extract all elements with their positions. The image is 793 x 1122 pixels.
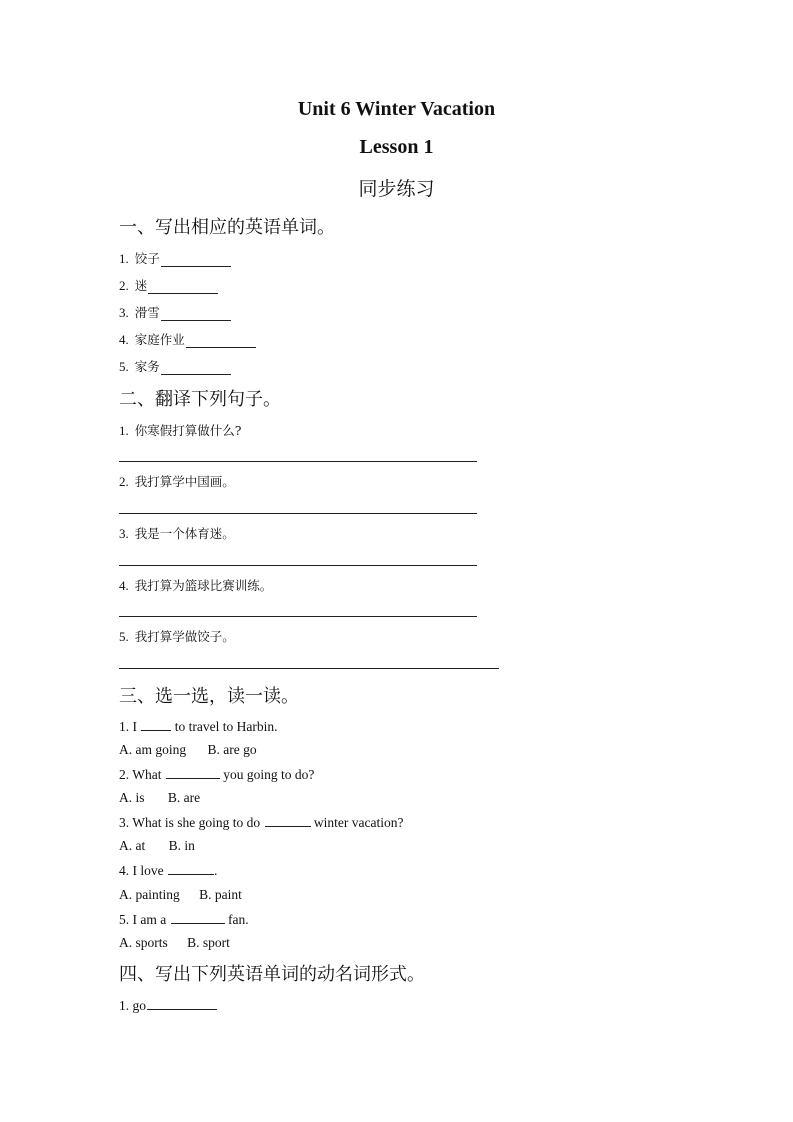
question-text: winter vacation?: [313, 815, 404, 830]
question-text: 4. I love: [119, 863, 164, 878]
answer-blank[interactable]: [166, 766, 220, 779]
item-text: 我打算学中国画。: [134, 474, 235, 489]
section-1-item: [119, 276, 218, 294]
section-2-item: [119, 627, 235, 645]
option-a[interactable]: A. painting: [119, 887, 180, 902]
answer-line[interactable]: [119, 461, 477, 462]
page-title: Unit 6 Winter Vacation: [297, 98, 496, 120]
question-text: .: [214, 863, 218, 878]
question: [119, 862, 217, 879]
question-text: fan.: [227, 912, 249, 927]
item-number: 5.: [119, 629, 129, 644]
question: [119, 718, 277, 735]
item-text: 我打算学做饺子。: [134, 629, 235, 644]
item-number: 1.: [119, 251, 129, 266]
item-number: 3.: [119, 305, 129, 320]
item-number: 3.: [119, 526, 129, 541]
options-row: [119, 742, 257, 758]
option-b[interactable]: B. sport: [187, 935, 230, 950]
answer-blank[interactable]: [148, 281, 218, 294]
section-1-item: [119, 303, 231, 321]
item-number: 4.: [119, 578, 129, 593]
item-text: 我打算为篮球比赛训练。: [134, 578, 273, 593]
question: [119, 766, 314, 783]
option-a[interactable]: A. is: [119, 790, 145, 805]
answer-blank[interactable]: [171, 911, 225, 924]
item-number: 4.: [119, 332, 129, 347]
question: [119, 814, 403, 831]
item-number: 5.: [119, 359, 129, 374]
option-b[interactable]: B. in: [168, 838, 195, 853]
section-1-item: [119, 330, 256, 348]
answer-blank[interactable]: [265, 814, 311, 827]
section-4-item: [119, 997, 217, 1014]
section-2-item: [119, 421, 241, 439]
lesson-title: Lesson 1: [359, 136, 434, 158]
item-text: 饺子: [134, 251, 160, 266]
answer-blank[interactable]: [141, 718, 171, 731]
option-b[interactable]: B. are go: [207, 742, 257, 757]
section-2-item: [119, 524, 235, 542]
option-a[interactable]: A. sports: [119, 935, 168, 950]
question-text: to travel to Harbin.: [174, 719, 278, 734]
answer-blank[interactable]: [161, 254, 231, 267]
section-4-heading: 四、写出下列英语单词的动名词形式。: [119, 964, 425, 985]
item-text: 家庭作业: [134, 332, 185, 347]
item-text: 我是一个体育迷。: [134, 526, 235, 541]
options-row: [119, 935, 230, 951]
answer-line[interactable]: [119, 513, 477, 514]
item-text: 滑雪: [134, 305, 160, 320]
item-number: 2.: [119, 474, 129, 489]
question-text: 3. What is she going to do: [119, 815, 261, 830]
section-2-item: [119, 472, 235, 490]
answer-blank[interactable]: [168, 862, 214, 875]
section-2-item: [119, 576, 272, 594]
options-row: [119, 887, 242, 903]
question-text: 1. I: [119, 719, 137, 734]
item-number: 1.: [119, 423, 129, 438]
question-text: you going to do?: [223, 767, 315, 782]
option-b[interactable]: B. paint: [199, 887, 242, 902]
answer-blank[interactable]: [161, 308, 231, 321]
section-1-heading: 一、写出相应的英语单词。: [119, 217, 335, 238]
option-a[interactable]: A. am going: [119, 742, 187, 757]
section-1-item: [119, 357, 231, 375]
section-3-heading: 三、选一选，读一读。: [119, 686, 299, 707]
item-text: 家务: [134, 359, 160, 374]
answer-blank[interactable]: [147, 997, 217, 1010]
answer-line[interactable]: [119, 565, 477, 566]
option-a[interactable]: A. at: [119, 838, 146, 853]
section-2-heading: 二、翻译下列句子。: [119, 389, 281, 410]
answer-blank[interactable]: [161, 362, 231, 375]
item-text: 你寒假打算做什么?: [134, 423, 242, 438]
item-text: 1. go: [119, 998, 146, 1013]
section-1-item: [119, 249, 231, 267]
answer-line[interactable]: [119, 668, 499, 669]
subtitle: 同步练习: [358, 178, 435, 200]
question-text: 5. I am a: [119, 912, 167, 927]
question-text: 2. What: [119, 767, 162, 782]
answer-blank[interactable]: [186, 335, 256, 348]
item-number: 2.: [119, 278, 129, 293]
options-row: [119, 790, 200, 806]
options-row: [119, 838, 195, 854]
answer-line[interactable]: [119, 616, 477, 617]
option-b[interactable]: B. are: [167, 790, 201, 805]
item-text: 迷: [134, 278, 148, 293]
question: [119, 911, 249, 928]
